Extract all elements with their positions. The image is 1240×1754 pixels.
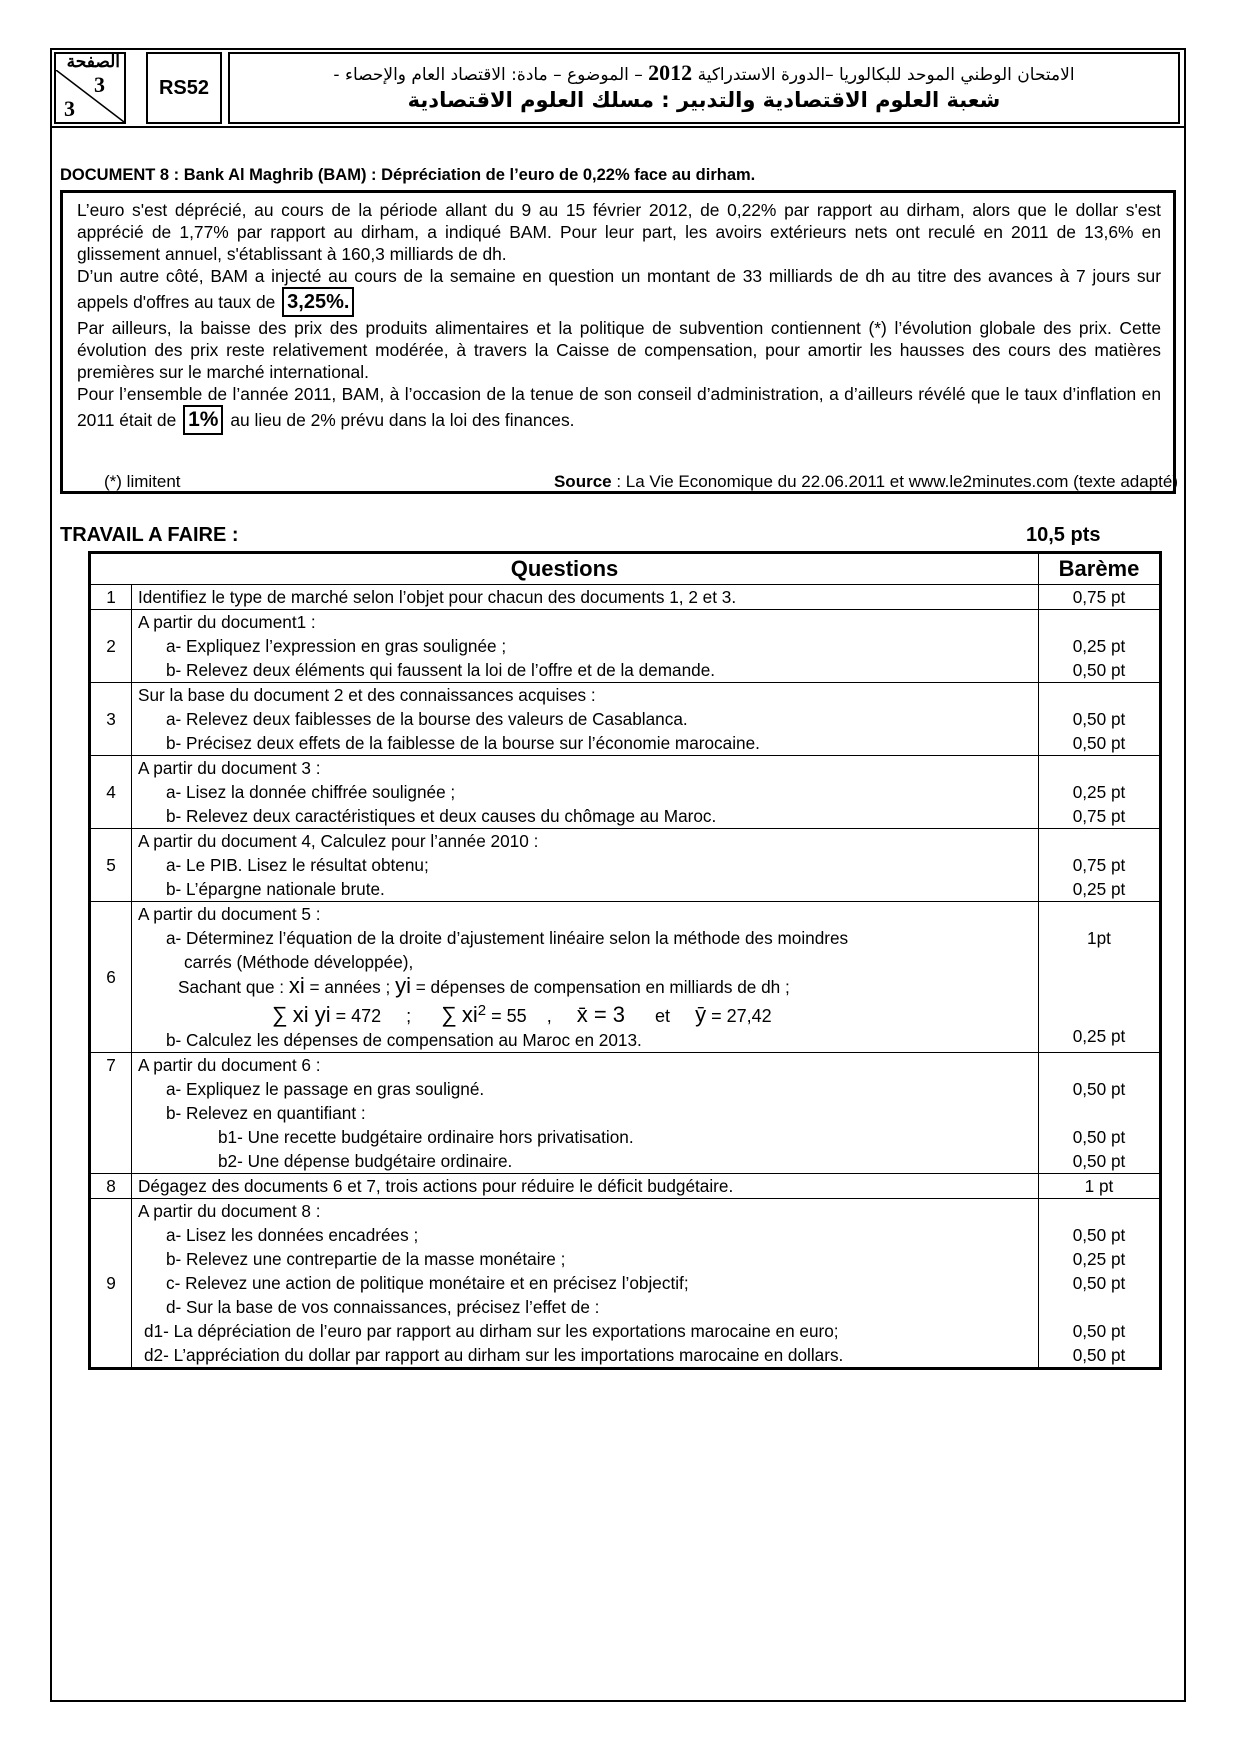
- document-title: DOCUMENT 8 : Bank Al Maghrib (BAM) : Dépréciation de l’euro de 0,22% face au dirham.: [60, 166, 756, 184]
- question-number: 8: [90, 1174, 132, 1199]
- exam-title-box: [228, 52, 1180, 124]
- points-value: 0,25 pt: [1072, 636, 1126, 656]
- question-points: [1039, 683, 1161, 756]
- doc-paragraph-4-end: au lieu de 2% prévu dans la loi des finances.: [230, 410, 575, 430]
- question-number: 1: [90, 585, 132, 610]
- sum-xiyi-value: = 472: [330, 1006, 382, 1026]
- question-points: [1039, 1199, 1161, 1369]
- x-mean: x̄: [576, 1002, 588, 1027]
- source-text: : La Vie Economique du 22.06.2011 et www.le2minutes.com (texte adapté): [611, 472, 1178, 491]
- boxed-inflation: 1%: [183, 405, 223, 435]
- sub-sub-question: b1- Une recette budgétaire ordinaire hors privatisation.: [218, 1127, 634, 1147]
- sum-xiyi: xi yi: [292, 1002, 331, 1027]
- sub-question: a- Le PIB. Lisez le résultat obtenu;: [166, 855, 429, 875]
- bareme-header: Barème: [1039, 553, 1161, 585]
- question-number: 2: [90, 610, 132, 683]
- exam-subject: – الموضوع – مادة: الاقتصاد العام والإحصاء -: [333, 65, 643, 85]
- sub-question: b- Relevez une contrepartie de la masse monétaire ;: [166, 1249, 566, 1269]
- exam-title-line1: [230, 54, 1178, 86]
- sub-question: a- Expliquez le passage en gras souligné.: [166, 1079, 485, 1099]
- table-row: [90, 829, 1161, 902]
- source-label: Source: [553, 472, 612, 491]
- points-value: 0,50 pt: [1072, 1079, 1126, 1099]
- points-value: 1pt: [1087, 928, 1111, 948]
- sub-question: a- Expliquez l’expression en gras soulignée ;: [166, 636, 507, 656]
- question-text: [132, 756, 1039, 829]
- sum-symbol: ∑: [272, 1002, 288, 1027]
- sub-question: c- Relevez une action de politique monétaire et en précisez l’objectif;: [166, 1273, 689, 1293]
- yi-symbol: yi: [395, 973, 411, 998]
- sub-question-continued: carrés (Méthode développée),: [184, 952, 414, 972]
- question-text: Identifiez le type de marché selon l’objet pour chacun des documents 1, 2 et 3.: [132, 585, 1039, 610]
- points-value: 0,50 pt: [1072, 1321, 1126, 1341]
- document-text-box: [60, 190, 1176, 494]
- sub-sub-question: d1- La dépréciation de l’euro par rapport au dirham sur les exportations marocaine en euro;: [144, 1321, 839, 1341]
- subject-code: RS52: [146, 52, 222, 124]
- sub-sub-question: d2- L’appréciation du dollar par rapport au dirham sur les importations marocaine en dollars.: [144, 1345, 844, 1365]
- x-mean-value: = 3: [587, 1002, 626, 1027]
- points-value: 0,50 pt: [1072, 1345, 1126, 1365]
- question-points: [1039, 610, 1161, 683]
- question-points: [1039, 902, 1161, 1053]
- question-intro: A partir du document 5 :: [138, 904, 321, 924]
- questions-header: Questions: [90, 553, 1039, 585]
- yi-definition: = dépenses de compensation en milliards de dh ;: [410, 977, 790, 997]
- sub-question: a- Lisez la donnée chiffrée soulignée ;: [166, 782, 456, 802]
- points-value: 0,25 pt: [1072, 782, 1126, 802]
- sum-xi2-value: = 55: [486, 1006, 527, 1026]
- points-value: 0,50 pt: [1072, 1273, 1126, 1293]
- sub-question: a- Déterminez l’équation de la droite d’ajustement linéaire selon la méthode des moindres: [166, 928, 849, 948]
- sub-question: d- Sur la base de vos connaissances, précisez l’effet de :: [166, 1297, 600, 1317]
- doc-paragraph-3: Par ailleurs, la baisse des prix des produits alimentaires et la politique de subvention contiennent (*) l’évolution globale des prix. Cette évolution des prix reste relativement modérée, à travers la Caisse de compensation, pour amortir les hausses des cours des matières premières sur le marché international.: [77, 318, 1161, 382]
- table-header-row: [90, 553, 1161, 585]
- question-intro: A partir du document 8 :: [138, 1201, 321, 1221]
- page-current: 3: [94, 72, 105, 97]
- question-points: [1039, 829, 1161, 902]
- doc-paragraph-1: L’euro s'est déprécié, au cours de la période allant du 9 au 15 février 2012, de 0,22% par rapport au dirham, alors que le dollar s'est apprécié de 1,77% par rapport au dirham, a indiqué BAM. Pour leur part, les avoirs extérieurs nets ont reculé en 2011 de 13,6% en glissement annuel, s'établissant à 160,3 milliards de dh.: [77, 200, 1161, 264]
- question-intro: A partir du document 6 :: [138, 1055, 321, 1075]
- formula-values: [138, 999, 1032, 1028]
- exam-session: الامتحان الوطني الموحد للبكالوريا –الدورة الاستدراكية: [697, 65, 1075, 85]
- sub-question: b- Relevez deux caractéristiques et deux causes du chômage au Maroc.: [166, 806, 717, 826]
- sub-question: b- Relevez deux éléments qui faussent la loi de l’offre et de la demande.: [166, 660, 716, 680]
- question-number: 6: [90, 902, 132, 1053]
- source-line: [554, 472, 1178, 492]
- question-number: 5: [90, 829, 132, 902]
- sub-question: a- Lisez les données encadrées ;: [166, 1225, 419, 1245]
- sub-question: b- L’épargne nationale brute.: [166, 879, 385, 899]
- question-points: [1039, 756, 1161, 829]
- doc-paragraph-2-text: D’un autre côté, BAM a injecté au cours de la semaine en question un montant de 33 milliards de dh au titre des avances à 7 jours sur appels d'offres au taux de: [77, 266, 1161, 312]
- total-points: 10,5 pts: [1026, 524, 1101, 546]
- separator: ;: [406, 1006, 412, 1026]
- points-value: 0,50 pt: [1072, 709, 1126, 729]
- table-row: [90, 1174, 1161, 1199]
- sum-symbol: ∑: [441, 1002, 457, 1027]
- table-row: [90, 1053, 1161, 1174]
- question-intro: A partir du document1 :: [138, 612, 316, 632]
- question-points: [1039, 1053, 1161, 1174]
- question-text: [132, 1053, 1039, 1174]
- sum-xi2: xi: [461, 1002, 478, 1027]
- points-value: 0,50 pt: [1072, 1225, 1126, 1245]
- separator: ,: [546, 1006, 552, 1026]
- exam-header: [50, 48, 1186, 128]
- sub-sub-question: b2- Une dépense budgétaire ordinaire.: [218, 1151, 513, 1171]
- table-row: [90, 902, 1161, 1053]
- boxed-rate: 3,25%.: [282, 287, 354, 317]
- question-number: 7: [90, 1053, 132, 1174]
- doc-paragraph-2: [77, 265, 1161, 317]
- table-row: [90, 585, 1161, 610]
- points-value: 0,50 pt: [1072, 1151, 1126, 1171]
- et-word: et: [655, 1006, 671, 1026]
- page-number-box: [54, 52, 126, 124]
- page-label: الصفحة: [66, 52, 120, 72]
- question-number: 9: [90, 1199, 132, 1369]
- doc-paragraph-4: [77, 383, 1161, 435]
- sub-question: a- Relevez deux faiblesses de la bourse des valeurs de Casablanca.: [166, 709, 688, 729]
- sub-question: b- Précisez deux effets de la faiblesse de la bourse sur l’économie marocaine.: [166, 733, 760, 753]
- doc-paragraph-4-text: Pour l’ensemble de l’année 2011, BAM, à l’occasion de la tenue de son conseil d’administration, a d’ailleurs révélé que le taux d’inflation en 2011 était de: [77, 384, 1161, 430]
- table-row: [90, 610, 1161, 683]
- question-points: 0,75 pt: [1039, 585, 1161, 610]
- table-row: [90, 756, 1161, 829]
- exam-title-line2: شعبة العلوم الاقتصادية والتدبير : مسلك العلوم الاقتصادية: [407, 88, 1001, 112]
- question-number: 4: [90, 756, 132, 829]
- page-total: 3: [64, 96, 75, 121]
- question-points: 1 pt: [1039, 1174, 1161, 1199]
- points-value: 0,25 pt: [1072, 1026, 1126, 1046]
- question-text: [132, 902, 1039, 1053]
- xi-symbol: xi: [288, 973, 305, 998]
- table-row: [90, 1199, 1161, 1369]
- sub-question: b- Calculez les dépenses de compensation au Maroc en 2013.: [166, 1030, 642, 1050]
- points-value: 0,25 pt: [1072, 879, 1126, 899]
- points-value: 0,50 pt: [1072, 733, 1126, 753]
- points-value: 0,50 pt: [1072, 660, 1126, 680]
- question-text: [132, 610, 1039, 683]
- points-value: 0,75 pt: [1072, 855, 1126, 875]
- y-mean-value: = 27,42: [706, 1006, 772, 1026]
- question-text: [132, 683, 1039, 756]
- question-intro: A partir du document 4, Calculez pour l’année 2010 :: [138, 831, 539, 851]
- question-text: [132, 1199, 1039, 1369]
- points-value: 0,75 pt: [1072, 806, 1126, 826]
- question-intro: Sur la base du document 2 et des connaissances acquises :: [138, 685, 596, 705]
- question-number: 3: [90, 683, 132, 756]
- formula-definitions: [138, 974, 1032, 999]
- sub-question: b- Relevez en quantifiant :: [166, 1103, 366, 1123]
- footnote: (*) limitent: [104, 472, 181, 491]
- question-text: Dégagez des documents 6 et 7, trois actions pour réduire le déficit budgétaire.: [132, 1174, 1039, 1199]
- xi-definition: = années ;: [304, 977, 396, 997]
- sachant-label: Sachant que :: [178, 977, 289, 997]
- questions-table: [88, 551, 1162, 1370]
- y-mean: ȳ: [695, 1002, 707, 1027]
- table-row: [90, 683, 1161, 756]
- points-value: 0,25 pt: [1072, 1249, 1126, 1269]
- question-text: [132, 829, 1039, 902]
- question-intro: A partir du document 3 :: [138, 758, 321, 778]
- exam-year: 2012: [648, 60, 693, 85]
- travail-title: TRAVAIL A FAIRE :: [60, 524, 239, 546]
- exponent: 2: [477, 1002, 487, 1019]
- points-value: 0,50 pt: [1072, 1127, 1126, 1147]
